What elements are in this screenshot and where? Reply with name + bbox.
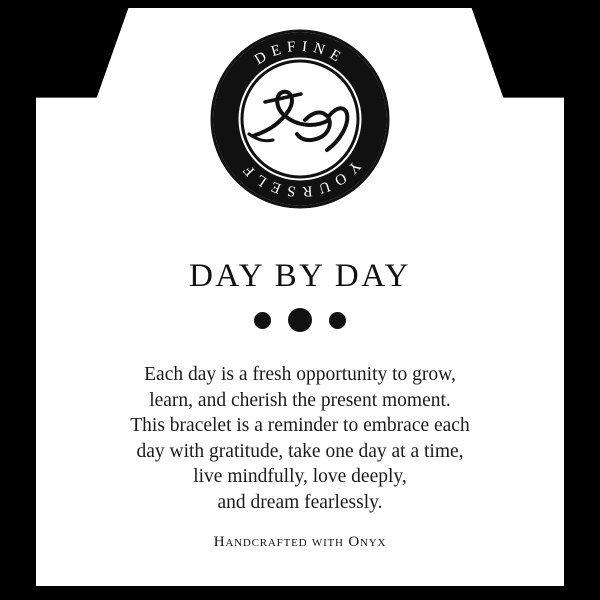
bead-dot-right <box>329 312 346 329</box>
poem-line: day with gratitude, take one day at a time, <box>136 440 464 462</box>
bead-decoration <box>0 308 600 332</box>
brand-logo-icon <box>205 24 395 214</box>
poem-text <box>50 362 550 515</box>
poem-line: and dream fearlessly. <box>217 491 383 513</box>
material-note: Handcrafted with Onyx <box>213 534 387 550</box>
logo-top-text: DEFINE <box>252 38 349 69</box>
brand-logo <box>205 24 395 214</box>
poem-line: This bracelet is a reminder to embrace each <box>130 415 470 436</box>
bead-dot-left <box>254 312 271 329</box>
poem-line: live mindfully, love deeply, <box>193 466 407 487</box>
logo-script-mark <box>249 92 347 150</box>
logo-bottom-text: YOURSELF <box>236 157 364 200</box>
poem-line: Each day is a fresh opportunity to grow, <box>144 364 456 385</box>
poem-line: learn, and cherish the present moment. <box>149 389 451 411</box>
page-title: DAY BY DAY <box>189 258 411 294</box>
bead-dot-center <box>288 308 312 332</box>
